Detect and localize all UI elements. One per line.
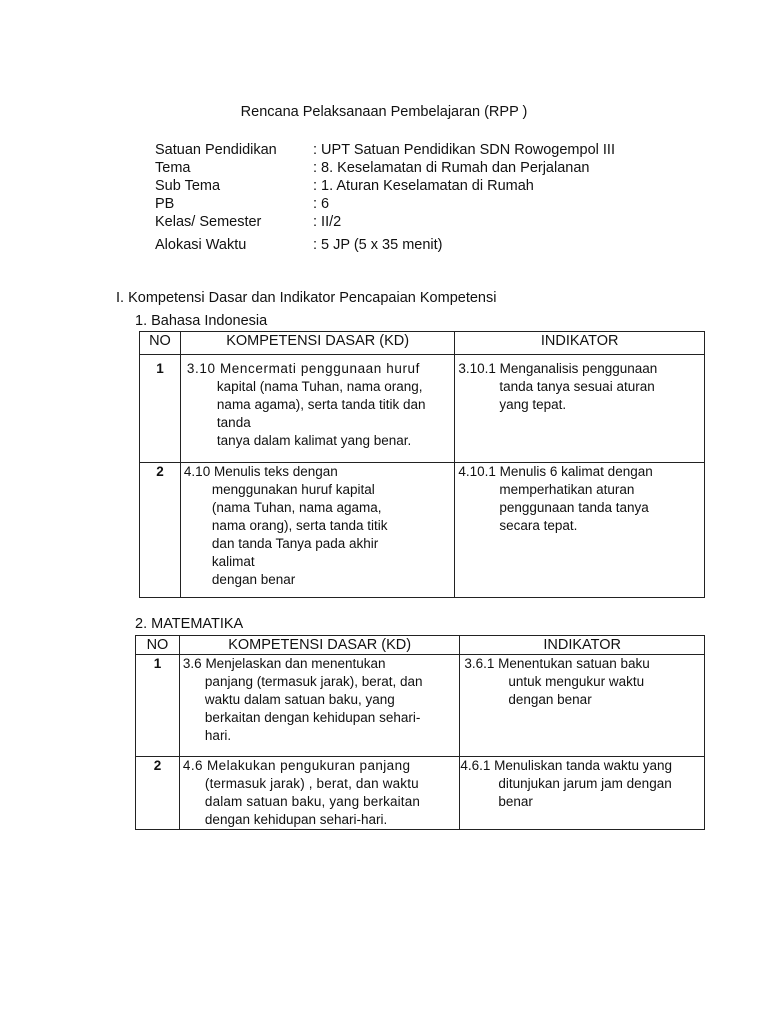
kd-text: (nama Tuhan, nama agama,: [211, 500, 382, 515]
identity-label: Satuan Pendidikan: [155, 142, 277, 158]
identity-label: PB: [155, 196, 175, 212]
kd-text: dan tanda Tanya pada akhir: [211, 536, 379, 551]
kd-text: berkaitan dengan kehidupan sehari-: [204, 710, 421, 725]
identity-row-tema: [155, 159, 589, 177]
row-number: 2: [136, 757, 180, 830]
header-no: NO: [136, 636, 180, 655]
kd-text: 4.10 Menulis teks dengan: [183, 464, 338, 479]
indikator-text: penggunaan tanda tanya: [499, 500, 649, 515]
subsection-heading-matematika: 2. MATEMATIKA: [135, 616, 244, 632]
indikator-text: 3.6.1 Menentukan satuan baku: [464, 656, 650, 671]
indikator-cell: [455, 463, 705, 598]
identity-row-alokasi: [155, 236, 442, 254]
kd-text: panjang (termasuk jarak), berat, dan: [204, 674, 423, 689]
identity-value: : 5 JP (5 x 35 menit): [313, 237, 443, 253]
identity-value: : 6: [313, 196, 330, 212]
identity-label: Sub Tema: [155, 178, 221, 194]
kd-text: nama orang), serta tanda titik: [211, 518, 388, 533]
header-indikator: INDIKATOR: [455, 332, 705, 355]
indikator-text: 4.10.1 Menulis 6 kalimat dengan: [458, 464, 653, 479]
kd-cell: [179, 757, 459, 830]
identity-label: Kelas/ Semester: [155, 214, 262, 230]
indikator-text: memperhatikan aturan: [499, 482, 635, 497]
kd-text: dengan kehidupan sehari-hari.: [204, 812, 388, 827]
table-header-row: [140, 332, 705, 355]
header-no: NO: [140, 332, 181, 355]
identity-row-satuan: [155, 141, 615, 159]
table-row: [140, 355, 705, 463]
kd-text: 3.10 Mencermati penggunaan huruf: [186, 361, 421, 376]
kd-text: hari.: [204, 728, 232, 743]
indikator-text: 3.10.1 Menganalisis penggunaan: [458, 361, 658, 376]
indikator-text: ditunjukan jarum jam dengan: [498, 776, 672, 791]
kd-text: waktu dalam satuan baku, yang: [204, 692, 395, 707]
kd-cell: [180, 463, 454, 598]
section-heading: I. Kompetensi Dasar dan Indikator Pencapaian Kompetensi: [116, 290, 497, 306]
identity-row-subtema: [155, 177, 534, 195]
kd-text: tanya dalam kalimat yang benar.: [216, 433, 412, 448]
kd-text: tanda: [216, 415, 251, 430]
identity-value: : 8. Keselamatan di Rumah dan Perjalanan: [313, 160, 590, 176]
kd-text: nama agama), serta tanda titik dan: [216, 397, 426, 412]
table-row: [136, 757, 705, 830]
row-number: 1: [140, 355, 181, 463]
indikator-text: 4.6.1 Menuliskan tanda waktu yang: [460, 758, 672, 773]
indikator-cell: [455, 355, 705, 463]
kd-cell: [179, 655, 459, 757]
indikator-text: dengan benar: [508, 692, 592, 707]
header-kd: KOMPETENSI DASAR (KD): [180, 332, 454, 355]
kd-text: dalam satuan baku, yang berkaitan: [204, 794, 421, 809]
identity-label: Alokasi Waktu: [155, 237, 247, 253]
kd-text: (termasuk jarak) , berat, dan waktu: [204, 776, 419, 791]
kd-text: 3.6 Menjelaskan dan menentukan: [182, 656, 386, 671]
kd-cell: [180, 355, 454, 463]
kd-text: 4.6 Melakukan pengukuran panjang: [182, 758, 411, 773]
row-number: 2: [140, 463, 181, 598]
identity-label: Tema: [155, 160, 191, 176]
bahasa-table: [139, 331, 705, 598]
header-indikator: INDIKATOR: [460, 636, 705, 655]
kd-text: kapital (nama Tuhan, nama orang,: [216, 379, 423, 394]
identity-value: : UPT Satuan Pendidikan SDN Rowogempol III: [313, 142, 615, 158]
identity-row-pb: [155, 195, 329, 213]
indikator-text: yang tepat.: [499, 397, 567, 412]
identity-value: : II/2: [313, 214, 342, 230]
indikator-text: tanda tanya sesuai aturan: [499, 379, 655, 394]
subsection-heading-bahasa: 1. Bahasa Indonesia: [135, 313, 268, 329]
kd-text: kalimat: [211, 554, 255, 569]
document-title: Rencana Pelaksanaan Pembelajaran (RPP ): [240, 104, 528, 120]
identity-row-kelas: [155, 213, 341, 231]
indikator-text: benar: [498, 794, 533, 809]
row-number: 1: [136, 655, 180, 757]
table-row: [140, 463, 705, 598]
kd-text: menggunakan huruf kapital: [211, 482, 375, 497]
indikator-cell: [460, 757, 705, 830]
indikator-text: secara tepat.: [499, 518, 578, 533]
table-row: [136, 655, 705, 757]
kd-text: dengan benar: [211, 572, 296, 587]
header-kd: KOMPETENSI DASAR (KD): [179, 636, 459, 655]
identity-value: : 1. Aturan Keselamatan di Rumah: [313, 178, 534, 194]
table-header-row: [136, 636, 705, 655]
matematika-table: [135, 635, 705, 830]
indikator-text: untuk mengukur waktu: [508, 674, 645, 689]
indikator-cell: [460, 655, 705, 757]
